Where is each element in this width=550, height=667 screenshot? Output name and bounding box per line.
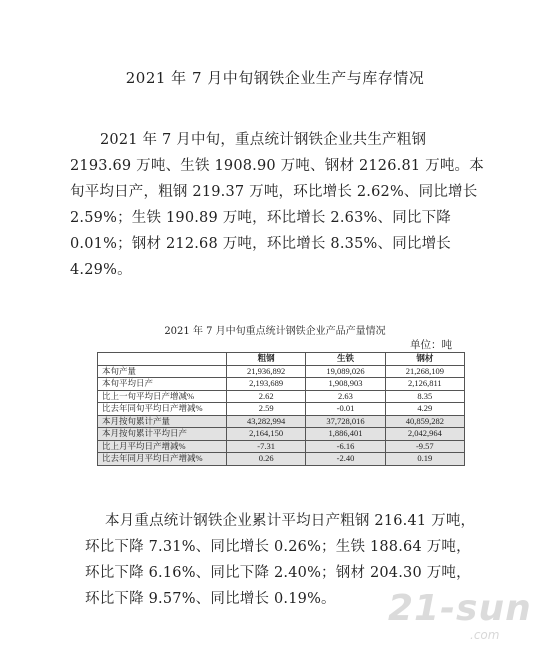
header-blank (98, 353, 227, 366)
cell-crude-steel: 0.26 (227, 453, 306, 466)
row-label: 比上一旬平均日产增减% (98, 390, 227, 403)
cell-crude-steel: 21,936,892 (227, 365, 306, 378)
cell-steel-products: 40,859,282 (385, 415, 464, 428)
table-header-row (98, 353, 465, 366)
table-row (98, 428, 465, 441)
table-row (98, 365, 465, 378)
table-row (98, 378, 465, 391)
cell-crude-steel: 2,193,689 (227, 378, 306, 391)
cell-crude-steel: -7.31 (227, 440, 306, 453)
cell-crude-steel: 2.59 (227, 403, 306, 416)
page-title: 2021 年 7 月中旬钢铁企业生产与库存情况 (125, 69, 425, 87)
table-row (98, 390, 465, 403)
row-label: 本旬产量 (98, 365, 227, 378)
cell-pig-iron: 1,908,903 (306, 378, 385, 391)
watermark-domain: .com (470, 628, 500, 642)
cell-crude-steel: 2,164,150 (227, 428, 306, 441)
cell-steel-products: 2,042,964 (385, 428, 464, 441)
cell-steel-products: 8.35 (385, 390, 464, 403)
cell-steel-products: 21,268,109 (385, 365, 464, 378)
production-table (97, 352, 465, 466)
row-label: 比去年同月平均日产增减% (98, 453, 227, 466)
row-label: 本月按旬累计平均日产 (98, 428, 227, 441)
cell-crude-steel: 2.62 (227, 390, 306, 403)
header-steel-products: 钢材 (385, 353, 464, 366)
table-row (98, 415, 465, 428)
cell-pig-iron: 37,728,016 (306, 415, 385, 428)
row-label: 本月按旬累计产量 (98, 415, 227, 428)
table-row (98, 440, 465, 453)
paragraph-monthly: 本月重点统计钢铁企业累计平均日产粗钢 216.41 万吨，环比下降 7.31%、同比增长 0.26%；生铁 188.64 万吨，环比下降 6.16%、同比下降 2.40%；钢材 204.30 万吨，环比下降 9.57%、同比增长 0.19%。 (85, 513, 476, 607)
paragraph-summary: 2021 年 7 月中旬，重点统计钢铁企业共生产粗钢 2193.69 万吨、生铁 1908.90 万吨、钢材 2126.81 万吨。本旬平均日产，粗钢 219.37 万吨，环比增长 2.62%、同比增长 2.59%；生铁 190.89 万吨，环比增长 2.63%、同比下降 0.01%；钢材 212.68 万吨，环比增长 8.35%、同比增长 4.29%。 (70, 132, 484, 278)
cell-pig-iron: -6.16 (306, 440, 385, 453)
row-label: 比上月平均日产增减% (98, 440, 227, 453)
table-row (98, 453, 465, 466)
row-label: 比去年同旬平均日产增减% (98, 403, 227, 416)
cell-steel-products: 2,126,811 (385, 378, 464, 391)
row-label: 本旬平均日产 (98, 378, 227, 391)
cell-pig-iron: 1,886,401 (306, 428, 385, 441)
header-pig-iron: 生铁 (306, 353, 385, 366)
table-caption: 2021 年 7 月中旬重点统计钢铁企业产品产量情况 (164, 326, 386, 337)
table-row (98, 403, 465, 416)
cell-pig-iron: -2.40 (306, 453, 385, 466)
cell-pig-iron: -0.01 (306, 403, 385, 416)
cell-steel-products: -9.57 (385, 440, 464, 453)
cell-steel-products: 0.19 (385, 453, 464, 466)
table-unit: 单位：吨 (410, 339, 452, 351)
cell-pig-iron: 19,089,026 (306, 365, 385, 378)
header-crude-steel: 粗钢 (227, 353, 306, 366)
cell-steel-products: 4.29 (385, 403, 464, 416)
watermark-logo: 21-sun (388, 588, 532, 629)
cell-pig-iron: 2.63 (306, 390, 385, 403)
cell-crude-steel: 43,282,994 (227, 415, 306, 428)
